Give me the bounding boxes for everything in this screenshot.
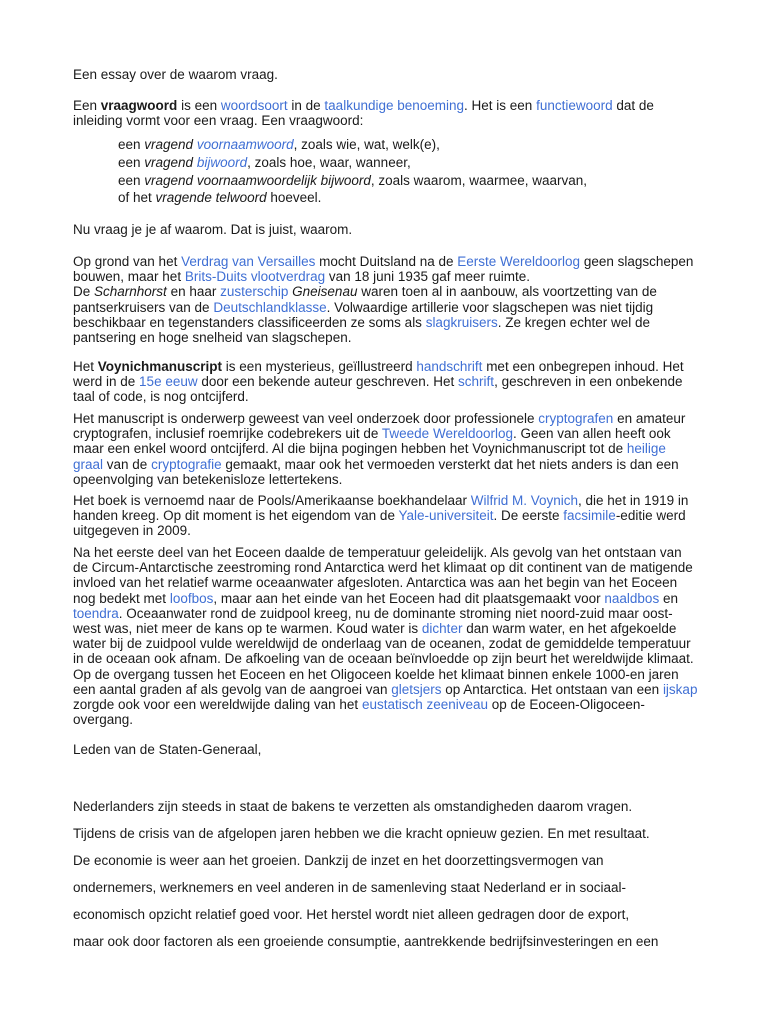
text: een — [118, 172, 145, 188]
speech-line: De economie is weer aan het groeien. Dankzij de inzet en het doorzettingsvermogen van — [73, 853, 604, 868]
speech-line: maar ook door factoren als een groeiende consumptie, aantrekkende bedrijfsinvesteringen en een — [73, 934, 659, 949]
link-15e-eeuw[interactable]: 15e eeuw — [139, 374, 198, 390]
link-loofbos[interactable]: loofbos — [169, 590, 214, 606]
text: en amateur cryptografen, inclusief roemrijke codebrekers uit de — [73, 411, 686, 442]
paragraph-voynich-intro — [73, 359, 698, 405]
text: gemaakt, maar ook het vermoeden versterkt dat het niets anders is dan een opeenvolging van betekenisloze lettertekens. — [73, 456, 679, 487]
text: waren toen al in aanbouw, als voortzetting van de pantserkruisers van de — [73, 284, 657, 315]
text: een — [118, 137, 145, 152]
text: . Oceaanwater rond de zuidpool kreeg, nu de dominante stroming niet noord-zuid maar oost-west was, niet meer de kans op te warmen. Koud water is — [73, 605, 673, 637]
text: , zoals wie, wat, welk(e), — [293, 137, 440, 152]
essay-title-line: Een essay over de waarom vraag. — [73, 67, 278, 82]
text: . Ze kregen echter wel de pantsering en hoge snelheid van slagschepen. — [73, 314, 651, 346]
link-ijskap[interactable]: ijskap — [662, 681, 698, 697]
list-item — [118, 189, 743, 207]
text: is een — [177, 98, 221, 113]
vraagwoord-list — [118, 136, 743, 207]
link-taalkundige-benoeming[interactable]: taalkundige benoeming — [324, 98, 465, 113]
link-eerste-wereldoorlog[interactable]: Eerste Wereldoorlog — [457, 254, 581, 269]
text: . Volwaardige artillerie voor slagschepen was niet tijdig beschikbaar en tegenstanders classificeerden ze soms als — [73, 299, 654, 330]
link-slagkruisers[interactable]: slagkruisers — [425, 314, 498, 330]
text: door een bekende auteur geschreven. Het — [197, 374, 459, 390]
text: Op grond van het — [73, 254, 182, 269]
text: , die het in 1919 in handen kreeg. Op dit moment is het eigendom van de — [73, 493, 689, 524]
speech-line: economisch opzicht relatief goed voor. Het herstel wordt niet alleen gedragen door de export, — [73, 907, 630, 922]
speech-line: Nederlanders zijn steeds in staat de bakens te verzetten als omstandigheden daarom vragen. — [73, 799, 633, 814]
text: Na het eerste deel van het Eoceen daalde de temperatuur geleidelijk. Als gevolg van het ontstaan van de Circum-Antarctische zeestroming rond Antarctica werd het klimaat op dit continent van de matigende invloed van het relatief warme oceaanwater afgesloten. Antarctica was aan het begin van het Eoceen nog bedekt met — [73, 545, 693, 606]
link-brits-duits-vlootverdrag[interactable]: Brits-Duits vlootverdrag — [184, 269, 326, 285]
text: geen slagschepen bouwen, maar het — [73, 254, 694, 285]
link-cryptografen[interactable]: cryptografen — [538, 411, 614, 426]
list-item — [118, 172, 743, 190]
link-functiewoord[interactable]: functiewoord — [536, 98, 613, 113]
paragraph-voynich-research — [73, 411, 698, 487]
link-wilfrid-voynich[interactable]: Wilfrid M. Voynich — [470, 493, 579, 508]
list-item — [118, 136, 743, 154]
paragraph-voynich-name — [73, 493, 698, 539]
link-yale-universiteit[interactable]: Yale-universiteit — [398, 508, 494, 524]
text: . Het is een — [464, 98, 537, 113]
text: in de — [287, 98, 325, 113]
waarom-line: Nu vraag je je af waarom. Dat is juist, waarom. — [73, 222, 353, 237]
text: met een onbegrepen inhoud. Het werd in de — [73, 359, 684, 390]
ship-name: Gneisenau — [292, 284, 358, 300]
salutation: Leden van de Staten-Generaal, — [73, 742, 262, 757]
text: mocht Duitsland na de — [315, 254, 458, 269]
link-eustatisch-zeeniveau[interactable]: eustatisch zeeniveau — [361, 697, 489, 713]
link-cryptografie[interactable]: cryptografie — [151, 456, 222, 472]
text: of het — [118, 190, 156, 206]
link-schrift[interactable]: schrift — [458, 374, 495, 390]
text: Een — [73, 98, 101, 113]
text: en haar — [166, 284, 221, 300]
link-dichter[interactable]: dichter — [421, 621, 463, 637]
text: . De eerste — [493, 508, 564, 524]
text: vragend voornaamwoordelijk bijwoord — [144, 172, 371, 188]
text: is een mysterieus, geïllustreerd — [222, 359, 417, 374]
text: De — [73, 284, 95, 300]
text: vragend — [144, 137, 197, 152]
paragraph-scharnhorst — [73, 254, 698, 345]
link-heilige-graal[interactable]: heilige graal — [73, 441, 666, 472]
link-tweede-wereldoorlog[interactable]: Tweede Wereldoorlog — [381, 426, 513, 442]
link-zusterschip[interactable]: zusterschip — [220, 284, 289, 300]
link-handschrift[interactable]: handschrift — [416, 359, 483, 374]
term-voynichmanuscript: Voynichmanuscript — [97, 359, 223, 374]
term-vraagwoord: vraagwoord — [100, 98, 178, 113]
link-facsimile[interactable]: facsimile — [563, 508, 616, 524]
link-deutschlandklasse[interactable]: Deutschlandklasse — [213, 299, 327, 315]
text: op de Eoceen-Oligoceen-overgang. — [73, 697, 645, 728]
speech-line: Tijdens de crisis van de afgelopen jaren hebben we die kracht opnieuw gezien. En met resultaat. — [73, 826, 650, 841]
paragraph-vraagwoord — [73, 98, 698, 128]
link-verdrag-van-versailles[interactable]: Verdrag van Versailles — [181, 254, 316, 269]
text: -editie werd uitgegeven in 2009. — [73, 508, 686, 539]
link-voornaamwoord[interactable]: voornaamwoord — [196, 137, 294, 152]
text: en — [659, 590, 678, 606]
text: , zoals waarom, waarmee, waarvan, — [370, 172, 587, 188]
link-toendra[interactable]: toendra — [73, 605, 119, 621]
ship-name: Scharnhorst — [94, 284, 167, 300]
text: dat de inleiding vormt voor een vraag. Een vraagwoord: — [73, 98, 654, 129]
text: vragende telwoord — [155, 190, 267, 206]
speech-line: ondernemers, werknemers en veel anderen in de samenleving staat Nederland er in sociaal- — [73, 880, 627, 895]
text: van de — [103, 456, 152, 472]
text: een — [118, 154, 145, 170]
text: Het — [73, 359, 98, 374]
text: , maar aan het einde van het Eoceen had dit plaatsgemaakt voor — [213, 590, 605, 606]
text: , geschreven in een onbekende taal of code, is nog ontcijferd. — [73, 374, 683, 405]
link-gletsjers[interactable]: gletsjers — [391, 681, 442, 697]
text: . Geen van allen heeft ook maar een enkel woord ontcijferd. Al die bijna pogingen hebben het Voynichmanuscript tot de — [73, 426, 671, 457]
text: zorgde ook voor een wereldwijde daling van het — [73, 697, 362, 713]
text: dan warm water, en het afgekoelde water bij de zuidpool vulde wereldwijd de onderlaag van de oceanen, zodat de gemiddelde temperatuur in de oceaan ook afnam. De afkoeling van de oceaan beïnvloedde op zijn beurt het wereldwijde klimaat. Op de overgang tussen het Eoceen en het Oligoceen koelde het klimaat binnen enkele 1000-en jaren een aantal graden af als gevolg van de aangroei van — [73, 621, 694, 697]
link-naaldbos[interactable]: naaldbos — [604, 590, 660, 606]
text: vragend — [144, 154, 197, 170]
link-woordsoort[interactable]: woordsoort — [220, 98, 288, 113]
link-bijwoord[interactable]: bijwoord — [196, 154, 248, 170]
text: Het manuscript is onderwerp geweest van veel onderzoek door professionele — [73, 411, 539, 426]
list-item — [118, 154, 743, 172]
text: , zoals hoe, waar, wanneer, — [247, 154, 411, 170]
text: op Antarctica. Het ontstaan van een — [441, 681, 663, 697]
text: hoeveel. — [266, 190, 322, 206]
paragraph-eoceen — [73, 545, 698, 727]
text: Het boek is vernoemd naar de Pools/Amerikaanse boekhandelaar — [73, 493, 471, 508]
text: van 18 juni 1935 gaf meer ruimte. — [325, 269, 530, 285]
